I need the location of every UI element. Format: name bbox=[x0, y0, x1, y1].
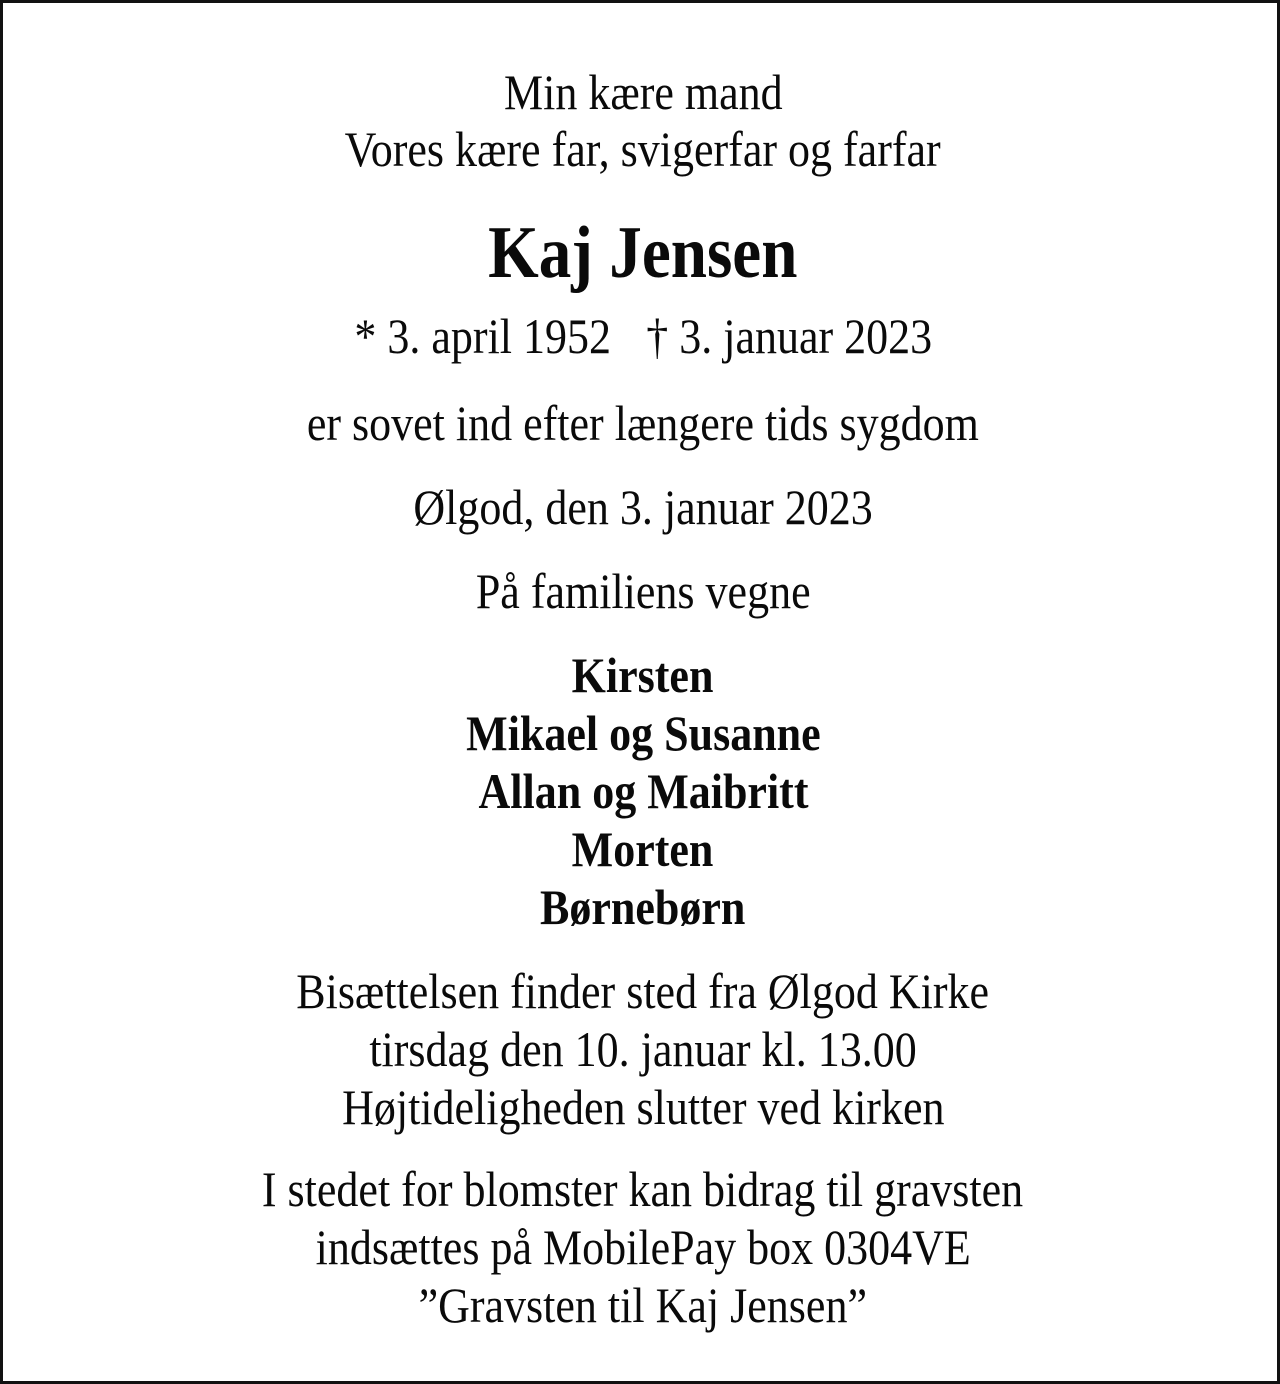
death-date: 3. januar 2023 bbox=[678, 308, 932, 364]
funeral-line-2: tirsdag den 10. januar kl. 13.00 bbox=[369, 1021, 917, 1077]
intro-line-2: Vores kære far, svigerfar og farfar bbox=[344, 121, 942, 177]
family-member: Morten bbox=[572, 821, 714, 877]
birth-symbol: * bbox=[354, 308, 377, 364]
family-member: Mikael og Susanne bbox=[465, 705, 821, 761]
on-behalf-text: På familiens vegne bbox=[475, 563, 811, 619]
funeral-line-3: Højtideligheden slutter ved kirken bbox=[341, 1079, 945, 1135]
donation-line-1: I stedet for blomster kan bidrag til gravsten bbox=[262, 1161, 1024, 1217]
deceased-name: Kaj Jensen bbox=[488, 212, 798, 294]
cause-text: er sovet ind efter længere tids sygdom bbox=[306, 395, 980, 451]
family-member: Allan og Maibritt bbox=[477, 763, 808, 819]
family-member: Børnebørn bbox=[540, 879, 746, 935]
death-cross-icon: † bbox=[645, 308, 668, 364]
life-dates bbox=[3, 308, 1280, 364]
place-date: Ølgod, den 3. januar 2023 bbox=[413, 479, 873, 535]
birth-date: 3. april 1952 bbox=[387, 308, 611, 364]
donation-line-3: ”Gravsten til Kaj Jensen” bbox=[418, 1277, 868, 1333]
funeral-line-1: Bisættelsen finder sted fra Ølgod Kirke bbox=[296, 963, 990, 1019]
family-member: Kirsten bbox=[572, 647, 714, 703]
intro-line-1: Min kære mand bbox=[503, 64, 783, 120]
donation-line-2: indsættes på MobilePay box 0304VE bbox=[315, 1219, 971, 1275]
